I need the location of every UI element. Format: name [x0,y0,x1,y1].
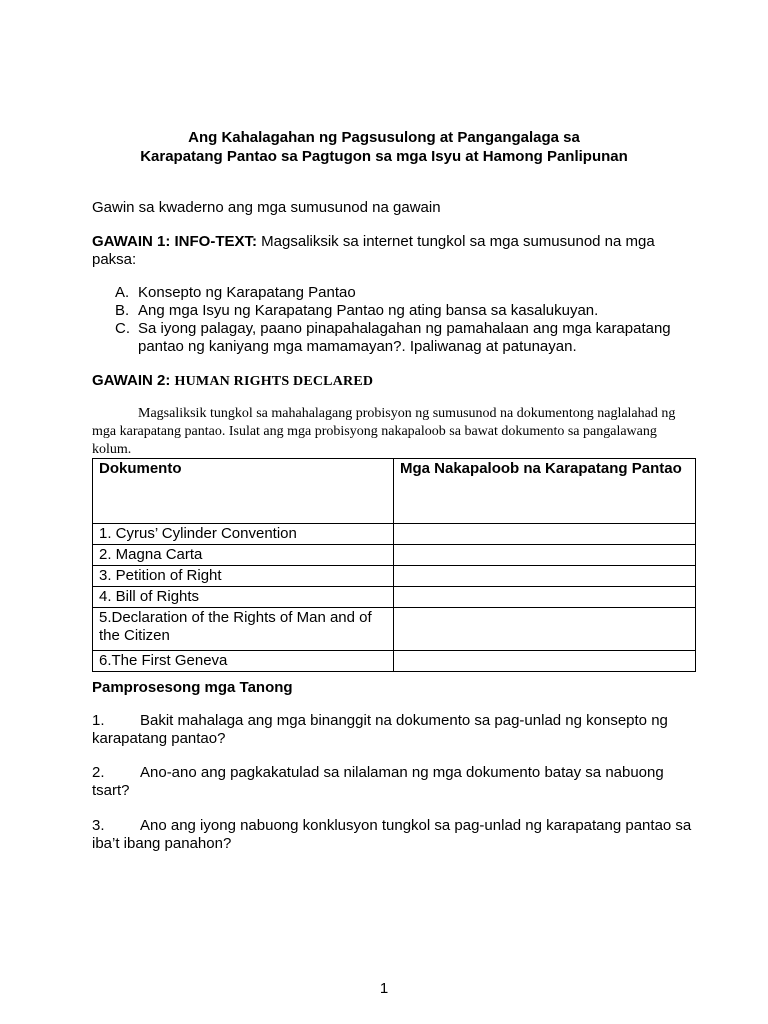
gawain2-title: HUMAN RIGHTS DECLARED [174,374,374,389]
gawain2-label: GAWAIN 2: [92,372,175,389]
column-header-dokumento: Dokumento [93,459,394,524]
question-number: 1. [92,712,105,729]
table-cell-document: 1. Cyrus’ Cylinder Convention [93,524,394,545]
table-row [93,566,696,587]
gawain1-paragraph [92,233,692,269]
list-marker: C. [115,320,130,337]
list-marker: B. [115,302,130,319]
table-row [93,545,696,566]
documents-table [92,458,696,672]
table-cell-empty [394,545,696,566]
gawain2-paragraph [92,405,692,459]
question-number: 2. [92,764,105,781]
gawain2-heading [92,372,373,391]
table-cell-document: 5.Declaration of the Rights of Man and of the Citizen [93,608,394,651]
list-item-text: Ang mga Isyu ng Karapatang Pantao ng ating bansa sa kasalukuyan. [138,302,599,319]
table-cell-empty [394,524,696,545]
table-header-row [93,459,696,524]
question-number: 3. [92,817,105,834]
gawain1-label: GAWAIN 1: INFO-TEXT: [92,233,257,250]
gawain1-text: Magsaliksik sa internet tungkol sa mga sumusunod na mga paksa: [92,233,655,268]
list-item [92,320,692,356]
table-row [93,608,696,651]
questions-heading: Pamprosesong mga Tanong [92,679,293,696]
table-cell-empty [394,566,696,587]
list-item-text: Sa iyong palagay, paano pinapahalagahan ng pamahalaan ang mga karapatang pantao ng kaniyang mga mamamayan?. Ipaliwanag at patunayan. [138,320,671,355]
table-row [93,524,696,545]
table-cell-empty [394,608,696,651]
table-cell-document: 3. Petition of Right [93,566,394,587]
table-row [93,587,696,608]
question-text: Bakit mahalaga ang mga binanggit na dokumento sa pag-unlad ng konsepto ng karapatang pantao? [92,712,668,747]
question-item [92,712,692,748]
table-cell-document: 2. Magna Carta [93,545,394,566]
list-item-text: Konsepto ng Karapatang Pantao [138,284,356,301]
instruction-text: Gawin sa kwaderno ang mga sumusunod na gawain [92,199,441,216]
list-marker: A. [115,284,130,301]
table-cell-empty [394,587,696,608]
page-number: 1 [379,980,389,997]
question-item [92,817,692,853]
gawain2-paragraph-text: Magsaliksik tungkol sa mahahalagang probisyon ng sumusunod na dokumentong naglalahad ng mga karapatang pantao. Isulat ang mga probisyong nakapaloob sa bawat dokumento sa pangalawang kolum. [92,406,676,457]
question-text: Ano-ano ang pagkakatulad sa nilalaman ng mga dokumento batay sa nabuong tsart? [92,764,664,799]
column-header-karapatan: Mga Nakapaloob na Karapatang Pantao [394,459,696,524]
page-title [92,128,676,166]
list-item [92,302,692,320]
table-row [93,651,696,672]
gawain1-list [92,284,692,356]
question-item [92,764,692,800]
table-cell-document: 4. Bill of Rights [93,587,394,608]
table-cell-document: 6.The First Geneva [93,651,394,672]
table-cell-empty [394,651,696,672]
title-line-1: Ang Kahalagahan ng Pagsusulong at Pangangalaga sa [188,129,580,146]
title-line-2: Karapatang Pantao sa Pagtugon sa mga Isyu at Hamong Panlipunan [140,148,628,165]
list-item [92,284,692,302]
question-text: Ano ang iyong nabuong konklusyon tungkol sa pag-unlad ng karapatang pantao sa iba’t ibang panahon? [92,817,692,852]
